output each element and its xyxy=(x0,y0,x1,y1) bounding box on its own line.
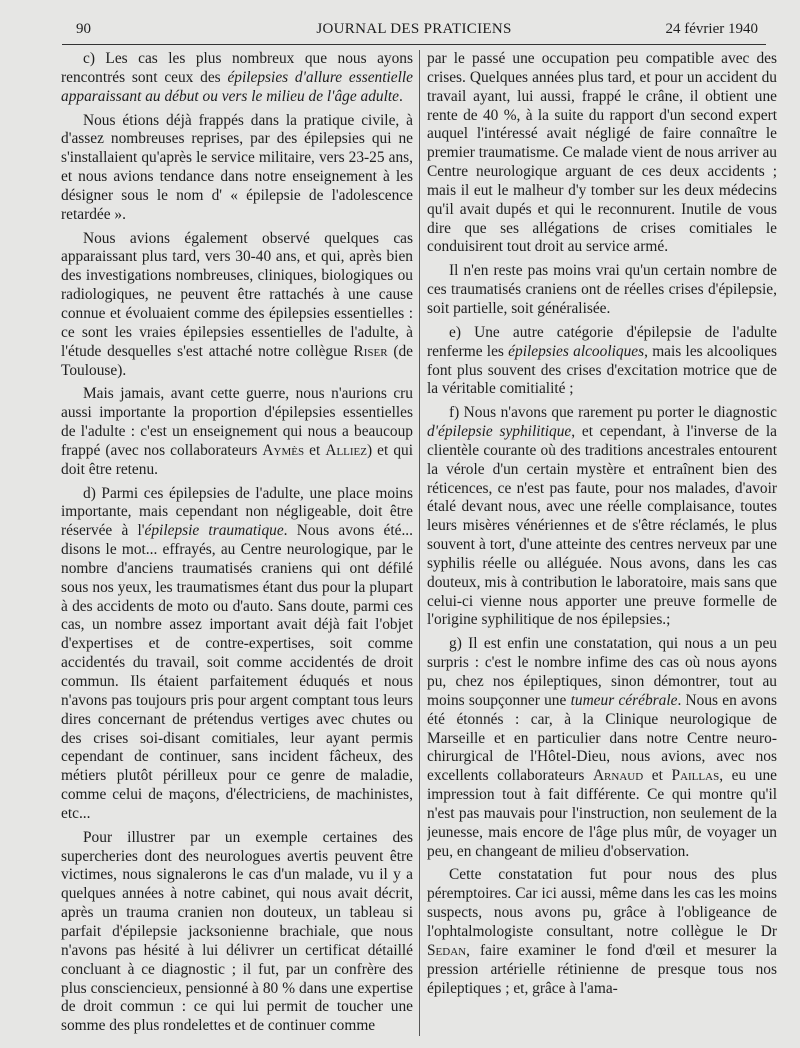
author-name: Aymès xyxy=(262,441,305,459)
author-name: Sedan xyxy=(427,941,467,959)
paragraph-d: d) Parmi ces épilepsies de l'adulte, une place moins importante, mais cependant non négligeable, doit être réservée à l'épilepsie traumatique. Nous avons été... disons le mot... effrayés, au Centre neurologique, par le nombre d'anciens traumatisés craniens qui ont défilé sous nos yeux, les traumatismes étant dus pour la plupart à des accidents de moto ou d'auto. Sans doute, parmi ces cas, un nombre assez important avait déjà fait l'objet d'expertises et de contre-expertises, soit comme accidentés du travail, soit comme accidentés de droit commun. Ils étaient parfaitement éduqués et nous n'avons pas toujours pris pour argent comptant tous leurs dires concernant de prétendus vertiges avec chutes ou des crises soi-disant comitiales, leur ayant permis cependant de continuer, sans incident fâcheux, des métiers plutôt périlleux pour ce genre de maladie, comme celui de maçons, d'électriciens, de machinistes, etc... xyxy=(61,484,413,822)
emphasis: tumeur cérébrale xyxy=(570,691,678,709)
author-name: Riser xyxy=(353,342,388,360)
emphasis: épilepsies alcooliques xyxy=(508,342,645,360)
author-name: Paillas xyxy=(671,767,720,785)
right-column xyxy=(427,50,777,1038)
paragraph: Nous avions également observé quelques cas apparaissant plus tard, vers 30-40 ans, et qui, après bien des investigations nombreuses, cliniques, biologiques ou radiologiques, ne peuvent être rattachés à une cause connue et évoluaient comme des épilepsies essentielles : ce sont les vraies épilepsies essentielles de l'adulte, à l'étude desquelles s'est attaché notre collègue Riser (de Toulouse). xyxy=(61,229,413,379)
paragraph-e: e) Une autre catégorie d'épilepsie de l'adulte renferme les épilepsies alcooliques, mais les alcooliques font plus souvent des crises d'excitation motrice que de la véritable comitialité ; xyxy=(427,323,777,398)
column-rule xyxy=(419,50,420,1036)
paragraph: Mais jamais, avant cette guerre, nous n'aurions cru aussi importante la proportion d'épilepsies essentielles de l'adulte : c'est un enseignement qui nous a beaucoup frappé (avec nos collaborateurs Aymès et Alliez) et qui doit être retenu. xyxy=(61,385,413,478)
issue-date: 24 février 1940 xyxy=(665,21,758,37)
paragraph-c: c) Les cas les plus nombreux que nous ayons rencontrés sont ceux des épilepsies d'allure essentielle apparaissant au début ou vers le milieu de l'âge adulte. xyxy=(61,50,413,105)
journal-title: JOURNAL DES PRATICIENS xyxy=(316,21,512,37)
emphasis: d'épilepsie syphilitique xyxy=(427,423,572,441)
author-name: Alliez xyxy=(325,441,367,459)
paragraph-g: g) Il est enfin une constatation, qui nous a un peu surpris : c'est le nombre infime des cas où nous ayons pu, chez nos épileptiques, sinon démontrer, tout au moins soupçonner une tumeur cérébrale. Nous en avons été étonnés : car, à la Clinique neurologique de Marseille et en particulier dans notre Centre neuro-chirurgical de l'Hôtel-Dieu, nous avions, avec nos excellents collaborateurs Arnaud et Paillas, eu une impression tout à fait différente. Ce qui montre qu'il n'est pas mauvais pour l'instruction, non seulement de la jeunesse, mais encore de l'âge plus mûr, de voyager un peu, en changeant de milieu d'observation. xyxy=(427,635,777,860)
paragraph: Pour illustrer par un exemple certaines des supercheries dont des neurologues avertis peuvent être victimes, nous signalerons le cas d'un malade, vu il y a quelques années à notre cabinet, qui nous avait décrit, après un trauma cranien non douteux, un tableau si parfait d'épilepsie jacksonienne brachiale, que nous n'avons pas hésité à lui délivrer un certificat détaillé concluant à ce diagnostic ; il fut, par un confrère des plus consciencieux, pensionné à 80 % dans une expertise de droit commun : ce qui lui permit de toucher une somme des plus rondelettes et de continuer comme xyxy=(61,828,413,1035)
left-column xyxy=(61,50,413,1038)
page-number: 90 xyxy=(76,21,91,37)
page-header xyxy=(62,18,766,45)
paragraph: Il n'en reste pas moins vrai qu'un certain nombre de ces traumatisés craniens ont de réelles crises d'épilepsie, soit partielle, soit généralisée. xyxy=(427,262,777,317)
emphasis: épilepsie traumatique xyxy=(144,522,284,540)
paragraph-f: f) Nous n'avons que rarement pu porter le diagnostic d'épilepsie syphilitique, et cependant, à l'inverse de la clientèle courante où des traditions ancestrales entourent la vérole d'un certain mystère et entraînent bien des réticences, ce n'est pas faute, pour nos malades, d'avoir étalé devant nous, avec une réelle complaisance, toutes leurs misères vénériennes et de s'être réclamés, le plus souvent à tort, d'une atteinte des centres nerveux par une syphilis réelle ou alléguée. Nous avons, dans les cas douteux, mis à contribution le laboratoire, mais sans que celui-ci vienne nous apporter une preuve formelle de l'origine syphilitique de nos épilepsies.; xyxy=(427,404,777,629)
emphasis: épilepsies d'allure essentielle apparaissant au début ou vers le milieu de l'âge adulte xyxy=(61,68,413,105)
paragraph: par le passé une occupation peu compatible avec des crises. Quelques années plus tard, et pour un accident du travail ayant, lui aussi, frappé le crâne, il obtient une rente de 40 %, à la suite du rapport d'un second expert auquel l'intéressé avait négligé de faire connaître le premier traumatisme. Ce malade vient de nous arriver au Centre neurologique arguant de ces deux accidents ; mais il eut le malheur d'y tomber sur les deux médecins qu'il avait dupés et qui le reconnurent. Inutile de vous dire que ses allégations de crises comitiales le conduisirent tout droit au service armé. xyxy=(427,50,777,256)
paragraph: Nous étions déjà frappés dans la pratique civile, à d'assez nombreuses reprises, par des épilepsies qui ne s'installaient qu'après le service militaire, vers 23-25 ans, et nous avions tendance dans notre enseignement à les désigner sous le nom d' « épilepsie de l'adolescence retardée ». xyxy=(61,111,413,223)
author-name: Arnaud xyxy=(592,767,644,785)
paragraph: Cette constatation fut pour nous des plus péremptoires. Car ici aussi, même dans les cas les moins suspects, nous avons pu, grâce à l'obligeance de l'ophtalmologiste consultant, notre collègue le Dr Sedan, faire examiner le fond d'œil et mesurer la pression artérielle rétinienne de presque tous nos épileptiques ; et, grâce à l'ama- xyxy=(427,866,777,997)
